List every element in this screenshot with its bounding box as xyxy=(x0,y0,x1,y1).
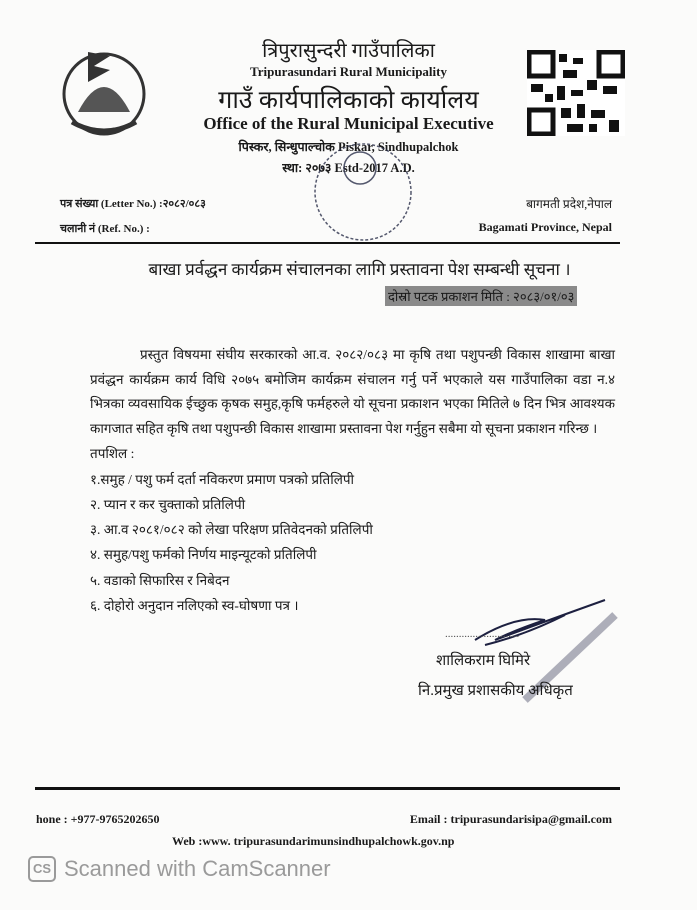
publish-date: दोस्रो पटक प्रकाशन मिति : २०८३/०१/०३ xyxy=(385,286,577,306)
footer-divider xyxy=(35,787,620,790)
list-item: ५. वडाको सिफारिस र निबेदन xyxy=(90,573,230,588)
footer-email: Email : tripurasundarisipa@gmail.com xyxy=(409,812,612,826)
notice-title: बाखा प्रर्वद्धन कार्यक्रम संचालनका लागि प्रस्तावना पेश सम्बन्धी सूचना । xyxy=(148,260,571,279)
list-item: २. प्यान र कर चुक्ताको प्रतिलिपी xyxy=(90,497,246,512)
municipality-name-english: Tripurasundari Rural Municipality xyxy=(250,64,447,79)
list-item: ३. आ.व २०८१/०८२ को लेखा परिक्षण प्रतिवेदनको प्रतिलिपी xyxy=(90,522,373,537)
signatory-name: शालिकराम घिमिरे xyxy=(436,653,531,669)
office-name-nepali: गाउँ कार्यपालिकाको कार्यालय xyxy=(218,87,479,114)
list-item: १.समुह / पशु फर्म दर्ता नविकरण प्रमाण पत्रको प्रतिलिपी xyxy=(90,472,355,487)
established: स्था: २०७३ Estd-2017 A.D. xyxy=(282,161,415,175)
address: पिस्कर, सिन्धुपाल्चोक Piskar, Sindhupalchok xyxy=(238,140,459,154)
details-label: तपशिल : xyxy=(90,446,135,461)
province-english: Bagamati Province, Nepal xyxy=(478,220,612,234)
office-name-english: Office of the Rural Municipal Executive xyxy=(203,114,494,133)
province-nepali: बागमती प्रदेश,नेपाल xyxy=(526,197,612,211)
camscanner-logo-icon: CS xyxy=(28,856,56,882)
camscanner-watermark: Scanned with CamScanner xyxy=(64,856,331,881)
footer-website: Web :www. tripurasundarimunsindhupalchowk.gov.np xyxy=(172,834,455,848)
footer-phone: hone : +977-9765202650 xyxy=(36,812,160,826)
list-item: ६. दोहोरो अनुदान नलिएको स्व-घोषणा पत्र । xyxy=(90,598,299,613)
office-stamp-icon xyxy=(298,140,428,255)
signatory-designation: नि.प्रमुख प्रशासकीय अधिकृत xyxy=(418,683,573,699)
letter-number: पत्र संख्या (Letter No.) :२०८२/०८३ xyxy=(60,198,206,210)
municipality-name-nepali: त्रिपुरासुन्दरी गाउँपालिका xyxy=(262,40,435,62)
list-item: ४. समुह/पशु फर्मको निर्णय माइन्यूटको प्रतिलिपी xyxy=(90,547,317,562)
notice-body: प्रस्तुत विषयमा संघीय सरकारको आ.व. २०८२/०८३ मा कृषि तथा पशुपन्छी विकास शाखामा बाखा प्रवंद्धन कार्यक्रम कार्य विधि २०७५ बमोजिम कार्यक्रम संचालन गर्नु पर्ने भएकाले यस गाउँपालिका वडा न.४ भित्रका व्यवसायिक ईच्छुक कृषक समुह,कृषि फर्महरुले यो सूचना प्रकाशन भएका मितिले ७ दिन भित्र आवश्यक कागजात सहित कृषि तथा पशुपन्छी विकास शाखामा प्रस्तावना पेश गर्नुहुन सबैमा यो सूचना प्रकाशन गरिन्छ । xyxy=(90,347,615,436)
header-divider xyxy=(35,242,620,244)
signature-dots: ........................... xyxy=(445,628,520,640)
reference-number: चलानी नं (Ref. No.) : xyxy=(60,223,150,235)
